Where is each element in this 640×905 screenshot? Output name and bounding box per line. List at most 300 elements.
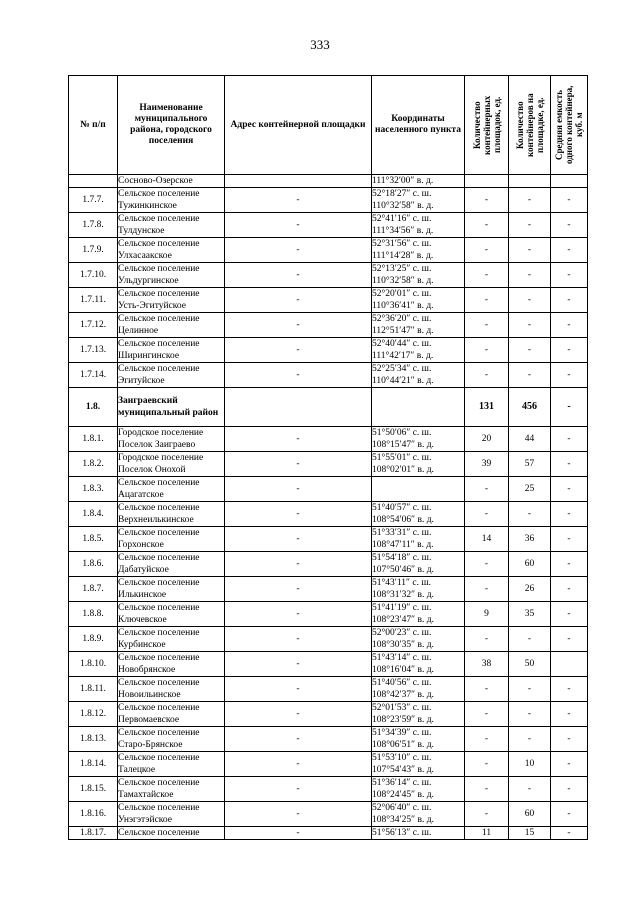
settlement-coordinates (372, 802, 465, 827)
longitude: 111°42′17″ в. д. (372, 351, 434, 361)
avg-capacity: - (551, 527, 588, 552)
longitude: 108°34′25″ в. д. (372, 815, 434, 825)
settlement-name-line2: Тулдунское (118, 226, 165, 236)
settlement-name-line1: Сельское поселение (118, 778, 200, 788)
latitude: 51°40′57″ с. ш. (372, 503, 432, 513)
settlement-name (118, 752, 225, 777)
table-row (69, 827, 588, 840)
table-row (69, 338, 588, 363)
row-number: 1.8.4. (69, 502, 118, 527)
longitude: 110°44′21″ в. д. (372, 376, 434, 386)
longitude: 110°32′58″ в. д. (372, 201, 434, 211)
container-site-address: - (225, 338, 372, 363)
settlement-name-line1: Сельское поселение (118, 189, 200, 199)
table-row (69, 777, 588, 802)
latitude: 51°34′39″ с. ш. (372, 728, 432, 738)
latitude: 51°33′31″ с. ш. (372, 528, 432, 538)
settlement-name (118, 677, 225, 702)
row-number: 1.7.11. (69, 288, 118, 313)
settlement-name-line1: Сельское поселение (118, 364, 200, 374)
settlement-name (118, 577, 225, 602)
latitude: 111°32′00″ в. д. (372, 176, 434, 186)
row-number: 1.8.5. (69, 527, 118, 552)
settlement-name-line1: Сельское поселение (118, 728, 200, 738)
settlement-name-line1: Сосново-Озерское (118, 176, 193, 186)
settlement-name (118, 602, 225, 627)
containers-count: - (509, 263, 551, 288)
row-number: 1.8.14. (69, 752, 118, 777)
settlement-name-line2: Усть-Эгитуйское (118, 301, 186, 311)
container-site-address: - (225, 238, 372, 263)
settlement-name (118, 802, 225, 827)
avg-capacity: - (551, 188, 588, 213)
container-site-address: - (225, 527, 372, 552)
containers-count: - (509, 238, 551, 263)
header-containers (509, 76, 551, 175)
latitude: 52°18′27″ с. ш. (372, 189, 432, 199)
avg-capacity: - (551, 727, 588, 752)
settlement-name-line2: Целинное (118, 326, 159, 336)
sites-count: - (465, 577, 509, 602)
settlement-name (118, 827, 225, 840)
settlement-name (118, 527, 225, 552)
row-number: 1.8.16. (69, 802, 118, 827)
row-number: 1.8.12. (69, 702, 118, 727)
row-number: 1.8.17. (69, 827, 118, 840)
settlement-name-line2: Горхонское (118, 540, 164, 550)
settlement-name (118, 627, 225, 652)
avg-capacity: - (551, 627, 588, 652)
latitude: 51°43′11″ с. ш. (372, 578, 432, 588)
row-number: 1.8.13. (69, 727, 118, 752)
latitude: 52°01′53″ с. ш. (372, 703, 432, 713)
row-number: 1.7.12. (69, 313, 118, 338)
latitude: 51°56′13″ с. ш. (372, 828, 432, 838)
settlement-name-line2: Ацагатское (118, 490, 164, 500)
settlement-name-line1: Сельское поселение (118, 553, 200, 563)
sites-count: - (465, 502, 509, 527)
sites-count: - (465, 777, 509, 802)
row-number: 1.8.10. (69, 652, 118, 677)
containers-count: - (509, 213, 551, 238)
table-row (69, 577, 588, 602)
settlement-name-line1: Сельское поселение (118, 578, 200, 588)
settlement-coordinates (372, 577, 465, 602)
containers-count: 60 (509, 552, 551, 577)
settlement-name-line2: Курбинское (118, 640, 166, 650)
sites-count: - (465, 188, 509, 213)
settlement-coordinates (372, 552, 465, 577)
container-site-address: - (225, 752, 372, 777)
settlement-name-line1: Сельское поселение (118, 528, 200, 538)
settlement-coordinates (372, 627, 465, 652)
settlement-name-line2: Улхасаакское (118, 251, 172, 261)
avg-capacity: - (551, 702, 588, 727)
longitude: 107°54′43″ в. д. (372, 765, 434, 775)
settlement-name-line1: Заиграевский муниципальный район (118, 396, 219, 418)
settlement-coordinates (372, 527, 465, 552)
containers-count: 60 (509, 802, 551, 827)
settlement-name (118, 427, 225, 452)
settlement-name (118, 477, 225, 502)
settlement-name-line1: Сельское поселение (118, 803, 200, 813)
table-row (69, 188, 588, 213)
row-number: 1.7.10. (69, 263, 118, 288)
containers-count: 10 (509, 752, 551, 777)
longitude: 108°16′04″ в. д. (372, 665, 434, 675)
container-site-address: - (225, 602, 372, 627)
sites-count: - (465, 288, 509, 313)
latitude: 51°41′19″ с. ш. (372, 603, 432, 613)
header-capacity-text: Средняя емкость одного контейнера, куб. м (554, 85, 584, 165)
latitude: 52°13′25″ с. ш. (372, 264, 432, 274)
settlement-name-line1: Сельское поселение (118, 289, 200, 299)
settlement-name (118, 777, 225, 802)
sites-count: 38 (465, 652, 509, 677)
latitude: 51°53′10″ с. ш. (372, 753, 432, 763)
row-number: 1.8.15. (69, 777, 118, 802)
sites-count: 14 (465, 527, 509, 552)
avg-capacity: - (551, 502, 588, 527)
settlement-coordinates (372, 777, 465, 802)
header-sites-text: Количество контейнерных площадок, ед. (471, 95, 502, 155)
sites-count: - (465, 363, 509, 388)
avg-capacity: - (551, 752, 588, 777)
avg-capacity: - (551, 363, 588, 388)
table-row (69, 602, 588, 627)
settlement-name-line1: Сельское поселение (118, 828, 200, 838)
settlement-name (118, 702, 225, 727)
container-site-address (225, 175, 372, 188)
settlement-name-line1: Сельское поселение (118, 703, 200, 713)
container-site-address: - (225, 802, 372, 827)
settlement-coordinates (372, 238, 465, 263)
container-site-address: - (225, 452, 372, 477)
containers-count: 26 (509, 577, 551, 602)
container-site-address: - (225, 313, 372, 338)
sites-count (465, 175, 509, 188)
containers-count: - (509, 677, 551, 702)
sites-count: - (465, 477, 509, 502)
settlement-coordinates (372, 338, 465, 363)
settlement-name-line2: Старо-Брянское (118, 740, 183, 750)
header-name: Наименование муниципального района, городского поселения (118, 76, 225, 175)
longitude: 108°15′47″ в. д. (372, 440, 434, 450)
container-site-address: - (225, 427, 372, 452)
avg-capacity: - (551, 602, 588, 627)
settlement-name (118, 338, 225, 363)
latitude: 52°31′56″ с. ш. (372, 239, 432, 249)
avg-capacity: - (551, 388, 588, 427)
container-site-address (225, 388, 372, 427)
settlement-coordinates (372, 288, 465, 313)
sites-count: 39 (465, 452, 509, 477)
settlement-name-line1: Сельское поселение (118, 628, 200, 638)
longitude: 108°42′37″ в. д. (372, 690, 434, 700)
sites-count: - (465, 213, 509, 238)
settlement-coordinates (372, 175, 465, 188)
settlement-name (118, 502, 225, 527)
row-number: 1.7.14. (69, 363, 118, 388)
row-number: 1.8.8. (69, 602, 118, 627)
row-number: 1.8.11. (69, 677, 118, 702)
table-row (69, 313, 588, 338)
avg-capacity: - (551, 452, 588, 477)
containers-count: - (509, 702, 551, 727)
table-row (69, 752, 588, 777)
containers-count: - (509, 313, 551, 338)
sites-count: - (465, 263, 509, 288)
latitude: 52°06′40″ с. ш. (372, 803, 432, 813)
longitude: 108°30′35″ в. д. (372, 640, 434, 650)
container-site-address: - (225, 363, 372, 388)
latitude: 51°43′14″ с. ш. (372, 653, 432, 663)
longitude: 108°24′45″ в. д. (372, 790, 434, 800)
container-site-address: - (225, 827, 372, 840)
avg-capacity: - (551, 427, 588, 452)
table-row (69, 527, 588, 552)
settlement-name-line2: Верхнеилькинское (118, 515, 194, 525)
containers-count: 50 (509, 652, 551, 677)
settlement-name-line2: Новобрянское (118, 665, 176, 675)
container-site-address: - (225, 477, 372, 502)
sites-count: - (465, 238, 509, 263)
longitude: 108°23′47″ в. д. (372, 615, 434, 625)
settlement-coordinates (372, 702, 465, 727)
longitude: 108°02′01″ в. д. (372, 465, 434, 475)
settlement-name-line1: Городское поселение (118, 453, 204, 463)
settlement-coordinates (372, 727, 465, 752)
row-number: 1.8.9. (69, 627, 118, 652)
containers-count: - (509, 288, 551, 313)
sites-count: 131 (465, 388, 509, 427)
table-row (69, 552, 588, 577)
table-header-row (69, 76, 588, 175)
table-row (69, 452, 588, 477)
avg-capacity: - (551, 238, 588, 263)
sites-count: - (465, 727, 509, 752)
latitude: 52°20′01″ с. ш. (372, 289, 432, 299)
settlement-name-line2: Талецкое (118, 765, 156, 775)
table-row (69, 627, 588, 652)
settlement-name-line1: Сельское поселение (118, 214, 200, 224)
table-row (69, 677, 588, 702)
sites-count: - (465, 552, 509, 577)
sites-count: - (465, 702, 509, 727)
page-number: 333 (310, 37, 330, 52)
table-row (69, 363, 588, 388)
row-number (69, 175, 118, 188)
settlement-coordinates (372, 827, 465, 840)
avg-capacity: - (551, 777, 588, 802)
settlement-name (118, 452, 225, 477)
row-number: 1.8.3. (69, 477, 118, 502)
avg-capacity: - (551, 552, 588, 577)
avg-capacity: - (551, 802, 588, 827)
row-number: 1.8.2. (69, 452, 118, 477)
longitude: 112°51′47″ в. д. (372, 326, 434, 336)
settlement-name-line1: Сельское поселение (118, 753, 200, 763)
settlement-name-line1: Сельское поселение (118, 478, 200, 488)
avg-capacity: - (551, 338, 588, 363)
settlement-name-line2: Новоильинское (118, 690, 181, 700)
row-number: 1.7.9. (69, 238, 118, 263)
longitude: 111°34′56″ в. д. (372, 226, 434, 236)
sites-count: 11 (465, 827, 509, 840)
header-coords: Координаты населенного пункта (372, 76, 465, 175)
avg-capacity: - (551, 288, 588, 313)
sites-count: 20 (465, 427, 509, 452)
settlement-name-line1: Сельское поселение (118, 653, 200, 663)
sites-count: - (465, 802, 509, 827)
container-site-address: - (225, 263, 372, 288)
settlement-name-line2: Илькинское (118, 590, 167, 600)
longitude: 110°32′58″ в. д. (372, 276, 434, 286)
settlement-name-line2: Ключевское (118, 615, 167, 625)
table-row (69, 263, 588, 288)
containers-count: - (509, 188, 551, 213)
container-site-address: - (225, 727, 372, 752)
latitude: 52°00′23″ с. ш. (372, 628, 432, 638)
containers-count: 44 (509, 427, 551, 452)
settlement-name (118, 288, 225, 313)
header-address: Адрес контейнерной площадки (225, 76, 372, 175)
container-site-address: - (225, 552, 372, 577)
containers-count: - (509, 502, 551, 527)
longitude: 110°36′41″ в. д. (372, 301, 434, 311)
sites-count: 9 (465, 602, 509, 627)
settlement-name-line1: Сельское поселение (118, 339, 200, 349)
row-number: 1.7.13. (69, 338, 118, 363)
settlement-name (118, 652, 225, 677)
latitude: 51°36′14″ с. ш. (372, 778, 432, 788)
longitude: 108°06′51″ в. д. (372, 740, 434, 750)
settlement-name (118, 263, 225, 288)
latitude: 51°40′56″ с. ш. (372, 678, 432, 688)
longitude: 108°54′06″ в. д. (372, 515, 434, 525)
containers-count: 456 (509, 388, 551, 427)
settlement-name-line1: Сельское поселение (118, 264, 200, 274)
settlement-name (118, 238, 225, 263)
settlement-name-line1: Сельское поселение (118, 603, 200, 613)
settlement-coordinates (372, 388, 465, 427)
latitude: 52°25′34″ с. ш. (372, 364, 432, 374)
container-site-address: - (225, 188, 372, 213)
settlement-coordinates (372, 502, 465, 527)
settlement-coordinates (372, 452, 465, 477)
table-row (69, 727, 588, 752)
settlement-name (118, 727, 225, 752)
containers-count: 25 (509, 477, 551, 502)
settlement-name (118, 552, 225, 577)
settlement-name-line2: Первомаевское (118, 715, 180, 725)
containers-count: 35 (509, 602, 551, 627)
table-row (69, 802, 588, 827)
container-site-address: - (225, 702, 372, 727)
latitude: 51°50′06″ с. ш. (372, 428, 432, 438)
settlement-name-line2: Поселок Онохой (118, 465, 186, 475)
table-row (69, 702, 588, 727)
row-number: 1.7.7. (69, 188, 118, 213)
settlement-name-line1: Сельское поселение (118, 503, 200, 513)
settlement-coordinates (372, 427, 465, 452)
containers-count (509, 175, 551, 188)
settlement-coordinates (372, 213, 465, 238)
settlement-name-line2: Поселок Заиграево (118, 440, 196, 450)
latitude: 52°41′16″ с. ш. (372, 214, 432, 224)
row-number: 1.8. (69, 388, 118, 427)
table-row (69, 427, 588, 452)
settlement-coordinates (372, 477, 465, 502)
row-number: 1.7.8. (69, 213, 118, 238)
longitude: 108°47′11″ в. д. (372, 540, 434, 550)
latitude: 52°36′20″ с. ш. (372, 314, 432, 324)
sites-count: - (465, 752, 509, 777)
settlement-name-line2: Ширингинское (118, 351, 180, 361)
containers-count: - (509, 727, 551, 752)
settlement-name-line1: Сельское поселение (118, 678, 200, 688)
settlement-coordinates (372, 752, 465, 777)
latitude: 51°54′18″ с. ш. (372, 553, 432, 563)
settlement-coordinates (372, 363, 465, 388)
longitude: 107°50′46″ в. д. (372, 565, 434, 575)
container-site-address: - (225, 777, 372, 802)
settlement-name-line2: Тамахтайское (118, 790, 174, 800)
settlement-coordinates (372, 313, 465, 338)
container-site-address: - (225, 213, 372, 238)
longitude: 111°14′28″ в. д. (372, 251, 434, 261)
container-site-address: - (225, 577, 372, 602)
settlement-coordinates (372, 263, 465, 288)
header-num: № п/п (69, 76, 118, 175)
header-containers-text: Количество контейнеров на площадке, ед. (514, 93, 545, 157)
row-number: 1.8.1. (69, 427, 118, 452)
latitude: 52°40′44″ с. ш. (372, 339, 432, 349)
longitude: 108°23′59″ в. д. (372, 715, 434, 725)
containers-count: - (509, 363, 551, 388)
settlement-coordinates (372, 677, 465, 702)
settlement-name (118, 363, 225, 388)
settlement-coordinates (372, 602, 465, 627)
avg-capacity: - (551, 677, 588, 702)
table-row (69, 238, 588, 263)
settlement-name (118, 313, 225, 338)
table-row (69, 213, 588, 238)
avg-capacity: - (551, 263, 588, 288)
settlement-name (118, 175, 225, 188)
settlement-name (118, 213, 225, 238)
settlement-name (118, 388, 225, 427)
table-row (69, 175, 588, 188)
container-site-address: - (225, 288, 372, 313)
sites-count: - (465, 677, 509, 702)
settlement-coordinates (372, 188, 465, 213)
settlement-coordinates (372, 652, 465, 677)
table-row (69, 502, 588, 527)
latitude: 51°55′01″ с. ш. (372, 453, 432, 463)
sites-count: - (465, 627, 509, 652)
avg-capacity: - (551, 213, 588, 238)
containers-count: 15 (509, 827, 551, 840)
container-site-address: - (225, 652, 372, 677)
avg-capacity (551, 652, 588, 677)
header-sites (465, 76, 509, 175)
container-sites-table (68, 75, 588, 840)
settlement-name-line2: Эгитуйское (118, 376, 165, 386)
container-site-address: - (225, 502, 372, 527)
settlement-name-line2: Дабатуйское (118, 565, 169, 575)
row-number: 1.8.6. (69, 552, 118, 577)
